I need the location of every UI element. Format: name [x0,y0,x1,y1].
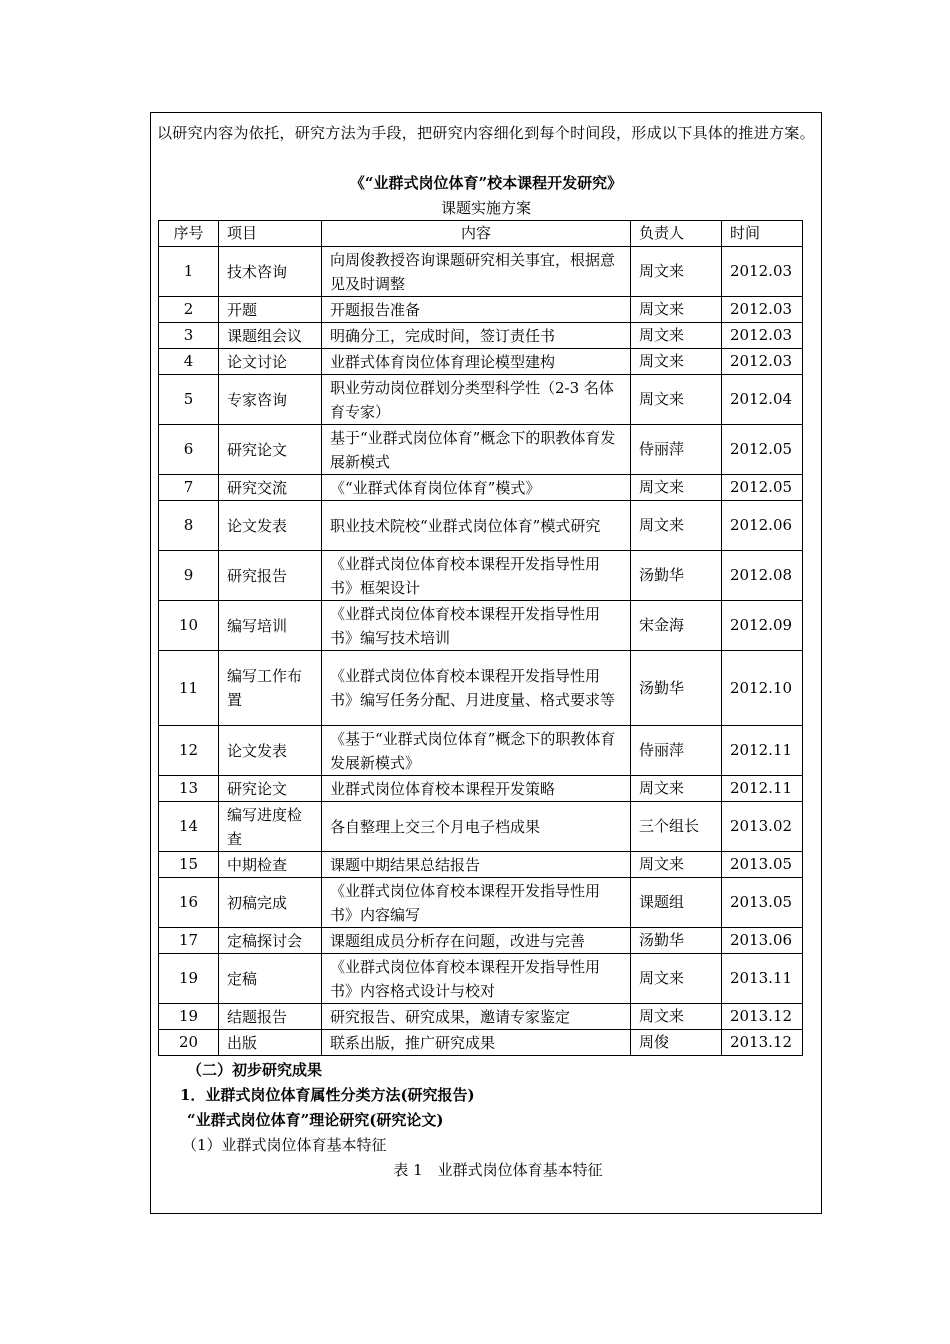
section-heading: （二）初步研究成果 [187,1061,323,1079]
row-item: 研究交流 [219,475,322,501]
row-time: 2012.05 [722,475,803,501]
row-time: 2012.03 [722,247,803,297]
row-content: 《业群式岗位体育校本课程开发指导性用书》内容编写 [322,878,631,928]
table-row [159,726,803,776]
implementation-plan-table [158,220,803,1056]
row-index: 7 [159,475,219,501]
table-row [159,651,803,726]
row-index: 1 [159,247,219,297]
row-content: 基于“业群式岗位体育”概念下的职教体育发展新模式 [322,425,631,475]
row-owner: 汤勤华 [631,928,722,954]
row-owner: 汤勤华 [631,651,722,726]
document-title: 《“业群式岗位体育”校本课程开发研究》 [349,174,623,192]
header-item: 项目 [219,221,322,247]
row-owner: 周文来 [631,954,722,1004]
row-item: 专家咨询 [219,375,322,425]
row-content: 《业群式岗位体育校本课程开发指导性用书》框架设计 [322,551,631,601]
row-index: 11 [159,651,219,726]
row-item: 研究论文 [219,776,322,802]
row-owner: 周文来 [631,375,722,425]
table-row [159,349,803,375]
row-owner: 周文来 [631,475,722,501]
row-item: 结题报告 [219,1004,322,1030]
table-row [159,852,803,878]
row-index: 19 [159,1004,219,1030]
row-time: 2012.06 [722,501,803,551]
row-owner: 汤勤华 [631,551,722,601]
row-index: 16 [159,878,219,928]
row-owner: 宋金海 [631,601,722,651]
section-item-1: 1．业群式岗位体育属性分类方法(研究报告) [180,1086,475,1104]
table-row [159,375,803,425]
row-content: 课题中期结果总结报告 [322,852,631,878]
row-owner: 周文来 [631,1004,722,1030]
row-content: 业群式岗位体育校本课程开发策略 [322,776,631,802]
intro-paragraph: 以研究内容为依托，研究方法为手段，把研究内容细化到每个时间段，形成以下具体的推进方案。 [157,124,815,142]
row-content: 联系出版，推广研究成果 [322,1030,631,1056]
row-owner: 侍丽萍 [631,726,722,776]
row-content: 《基于“业群式岗位体育”概念下的职教体育发展新模式》 [322,726,631,776]
row-item: 开题 [219,297,322,323]
table-row [159,323,803,349]
row-content: 向周俊教授咨询课题研究相关事宜，根据意见及时调整 [322,247,631,297]
row-owner: 周俊 [631,1030,722,1056]
row-owner: 周文来 [631,323,722,349]
row-item: 研究报告 [219,551,322,601]
row-content: 《业群式岗位体育校本课程开发指导性用书》内容格式设计与校对 [322,954,631,1004]
table-body [159,247,803,1056]
row-content: 《业群式岗位体育校本课程开发指导性用书》编写技术培训 [322,601,631,651]
section-item-2: “业群式岗位体育”理论研究(研究论文) [187,1111,444,1129]
table-row [159,425,803,475]
row-item: 编写培训 [219,601,322,651]
row-item: 研究论文 [219,425,322,475]
row-item: 定稿 [219,954,322,1004]
row-item: 编写进度检查 [219,802,322,852]
row-time: 2013.12 [722,1030,803,1056]
table-row [159,776,803,802]
row-item: 出版 [219,1030,322,1056]
table-row [159,297,803,323]
row-owner: 周文来 [631,501,722,551]
row-index: 17 [159,928,219,954]
row-index: 5 [159,375,219,425]
row-content: 《“业群式体育岗位体育”模式》 [322,475,631,501]
header-index: 序号 [159,221,219,247]
row-time: 2013.06 [722,928,803,954]
row-time: 2012.05 [722,425,803,475]
row-time: 2012.10 [722,651,803,726]
row-index: 14 [159,802,219,852]
row-index: 19 [159,954,219,1004]
row-owner: 周文来 [631,297,722,323]
row-index: 10 [159,601,219,651]
table-row [159,802,803,852]
table-row [159,501,803,551]
row-owner: 周文来 [631,852,722,878]
table-row [159,475,803,501]
row-index: 9 [159,551,219,601]
section-item-3: （1）业群式岗位体育基本特征 [182,1136,387,1154]
row-time: 2012.03 [722,323,803,349]
table-row [159,928,803,954]
table-header-row [159,221,803,247]
row-index: 6 [159,425,219,475]
row-content: 各自整理上交三个月电子档成果 [322,802,631,852]
table-row [159,1004,803,1030]
row-time: 2012.03 [722,349,803,375]
row-item: 论文讨论 [219,349,322,375]
row-time: 2013.05 [722,852,803,878]
row-time: 2013.12 [722,1004,803,1030]
table-row [159,601,803,651]
row-time: 2012.11 [722,776,803,802]
table-row [159,551,803,601]
table-row [159,1030,803,1056]
table-row [159,878,803,928]
row-time: 2012.09 [722,601,803,651]
row-owner: 三个组长 [631,802,722,852]
row-content: 课题组成员分析存在问题，改进与完善 [322,928,631,954]
row-time: 2013.02 [722,802,803,852]
row-time: 2012.04 [722,375,803,425]
row-index: 20 [159,1030,219,1056]
header-owner: 负责人 [631,221,722,247]
row-owner: 侍丽萍 [631,425,722,475]
row-time: 2012.11 [722,726,803,776]
row-time: 2012.03 [722,297,803,323]
row-item: 论文发表 [219,726,322,776]
header-content: 内容 [322,221,631,247]
header-time: 时间 [722,221,803,247]
row-owner: 课题组 [631,878,722,928]
row-content: 明确分工，完成时间，签订责任书 [322,323,631,349]
row-owner: 周文来 [631,349,722,375]
row-item: 中期检查 [219,852,322,878]
row-content: 职业劳动岗位群划分类型科学性（2-3 名体育专家） [322,375,631,425]
row-content: 职业技术院校“业群式岗位体育”模式研究 [322,501,631,551]
row-index: 2 [159,297,219,323]
table-row [159,247,803,297]
row-time: 2013.05 [722,878,803,928]
row-time: 2012.08 [722,551,803,601]
row-content: 《业群式岗位体育校本课程开发指导性用书》编写任务分配、月进度量、格式要求等 [322,651,631,726]
row-item: 技术咨询 [219,247,322,297]
row-item: 定稿探讨会 [219,928,322,954]
row-index: 13 [159,776,219,802]
row-index: 4 [159,349,219,375]
row-item: 编写工作布置 [219,651,322,726]
row-item: 课题组会议 [219,323,322,349]
table-row [159,954,803,1004]
row-index: 3 [159,323,219,349]
row-item: 初稿完成 [219,878,322,928]
row-index: 8 [159,501,219,551]
document-subtitle: 课题实施方案 [440,199,531,217]
row-index: 15 [159,852,219,878]
row-time: 2013.11 [722,954,803,1004]
row-content: 业群式体育岗位体育理论模型建构 [322,349,631,375]
row-owner: 周文来 [631,247,722,297]
table-caption: 表 1 业群式岗位体育基本特征 [393,1161,603,1179]
row-content: 研究报告、研究成果，邀请专家鉴定 [322,1004,631,1030]
row-item: 论文发表 [219,501,322,551]
row-content: 开题报告准备 [322,297,631,323]
row-owner: 周文来 [631,776,722,802]
row-index: 12 [159,726,219,776]
